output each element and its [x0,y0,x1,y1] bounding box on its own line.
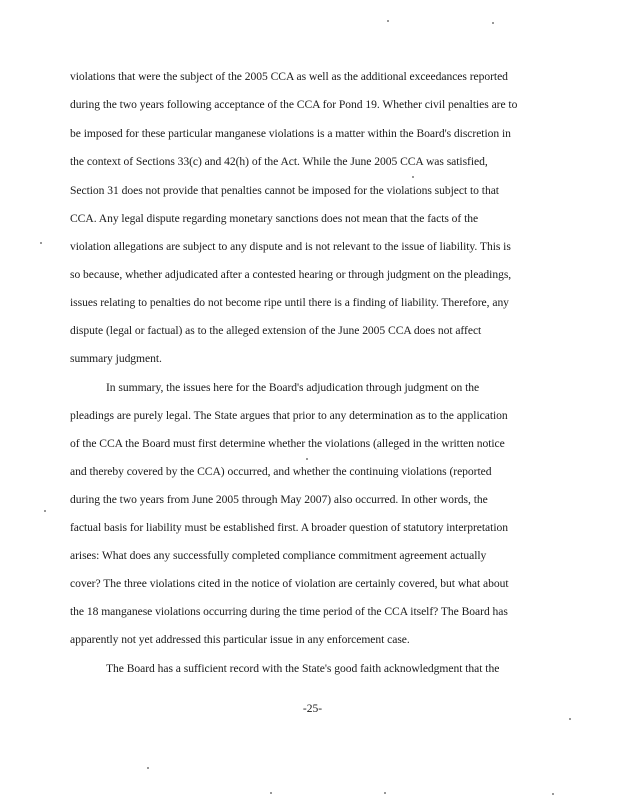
text-line: The Board has a sufficient record with the State's good faith acknowledgment that the [106,662,500,675]
text-line: the context of Sections 33(c) and 42(h) of the Act. While the June 2005 CCA was satisfied, [70,155,488,168]
scan-speck [387,20,389,22]
page-number: -25- [302,703,323,715]
text-line: dispute (legal or factual) as to the alleged extension of the June 2005 CCA does not affect [70,324,482,337]
scan-speck [492,22,494,24]
scan-speck [306,458,308,460]
text-line: violation allegations are subject to any dispute and is not relevant to the issue of liability. This is [70,240,511,253]
text-line: of the CCA the Board must first determine whether the violations (alleged in the written notice [70,437,505,450]
text-line: Section 31 does not provide that penalties cannot be imposed for the violations subject to that [70,184,499,197]
text-line: the 18 manganese violations occurring during the time period of the CCA itself? The Board has [70,605,508,618]
text-line: cover? The three violations cited in the notice of violation are certainly covered, but what about [70,577,509,590]
scan-speck [147,767,149,769]
text-line: pleadings are purely legal. The State argues that prior to any determination as to the application [70,409,508,422]
scan-speck [552,793,554,795]
text-line: so because, whether adjudicated after a contested hearing or through judgment on the pleadings, [70,268,512,281]
text-line: apparently not yet addressed this particular issue in any enforcement case. [70,633,410,646]
text-line: CCA. Any legal dispute regarding monetary sanctions does not mean that the facts of the [70,212,479,225]
text-line: be imposed for these particular manganese violations is a matter within the Board's discretion in [70,127,511,140]
text-line: and thereby covered by the CCA) occurred, and whether the continuing violations (reported [70,465,492,478]
text-line: violations that were the subject of the 2005 CCA as well as the additional exceedances reported [70,70,508,83]
scan-speck [270,792,272,794]
text-line: during the two years following acceptance of the CCA for Pond 19. Whether civil penalties are to [70,98,518,111]
text-line: issues relating to penalties do not become ripe until there is a finding of liability. Therefore, any [70,296,509,309]
scan-speck [384,792,386,794]
text-line: summary judgment. [70,352,162,365]
scan-speck [569,718,571,720]
text-line: during the two years from June 2005 through May 2007) also occurred. In other words, the [70,493,488,506]
scan-speck [40,242,42,244]
text-line: In summary, the issues here for the Board's adjudication through judgment on the [106,381,480,394]
text-line: factual basis for liability must be established first. A broader question of statutory interpretation [70,521,508,534]
text-line: arises: What does any successfully completed compliance commitment agreement actually [70,549,487,562]
scan-speck [44,510,46,512]
scan-speck [412,176,414,178]
